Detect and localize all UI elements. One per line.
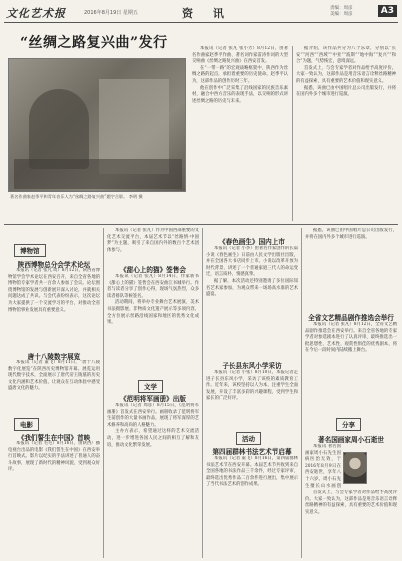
newspaper-logo: 文化艺术报 — [6, 7, 66, 20]
section-divider — [4, 224, 398, 225]
article-body — [206, 246, 298, 356]
paragraph: 主办方表示，希望通过这样的艺术交流活动，进一步增进各国人民之间的相互了解和友谊，推动文化繁荣发展。 — [107, 429, 199, 448]
photo-caption: 著名作曲家赵季平和青年音乐人为“丝绸之路复兴曲”题字合影。 李明 摄 — [10, 194, 143, 199]
article-body — [305, 490, 397, 557]
column-divider — [103, 228, 104, 558]
column-divider — [292, 46, 293, 221]
article-body — [206, 456, 298, 557]
article-title: 《范明将军画册》出版 — [120, 395, 186, 403]
editor-line: 责编：周彦 — [330, 6, 353, 11]
paragraph: 据悉，该曲已由中国唱片总公司出版发行，并将在国内外多个城市进行巡演。 — [296, 85, 396, 98]
paragraph: 本报讯（记者 张凡 张小芳）8月12日，由著名作曲家赵季平作曲、著名词作家雷涛作词的大型交响曲《丝绸之路复兴曲》在西安首发。 — [192, 46, 288, 65]
designer-line: 美编：周彦 — [330, 12, 353, 17]
paragraph: 本报讯（记者 张凡）作为中国西部重要的文化艺术交流平台，本届艺术节以“丝路情·中国梦”为主题，吸引了来自国内外的数百个艺术团体参与。 — [107, 228, 199, 253]
article-body — [8, 441, 100, 557]
lead-article-col2 — [296, 46, 396, 221]
article-body — [305, 322, 397, 414]
paragraph: 据悉，该曲已由中国唱片总公司出版发行，并将在国内外多个城市进行巡演。 — [305, 228, 397, 240]
paragraph: 本报讯（记者 张凡）8月12日，全省文艺精品剧作推选会在西安举行。来自全省各地的专家学者对参选剧本进行了认真评审，最终推选出一批思想性、艺术性、观赏性俱佳的优秀剧本，将在今后一段时间内陆续搬上舞台。 — [305, 322, 397, 354]
section-label-movie: 电影 — [14, 418, 39, 431]
masthead — [4, 3, 398, 23]
column-divider — [301, 228, 302, 558]
paragraph: 他在创作中广泛采集了沿线国家的民族音乐素材，融合中西方音乐的表现手法，以交响的形式讲述丝绸之路的历史与未来。 — [192, 85, 288, 104]
article-title: 著名国画家周小石逝世 — [318, 436, 384, 444]
article-body-narrow — [305, 444, 341, 488]
article-body — [8, 268, 100, 350]
issue-date: 2016年8月19日 星期五 — [84, 10, 138, 16]
paragraph: 据介绍，该作品共分为八个乐章，分别以“长安”“河西”“西域”“中亚”“波斯”“地中海”“复兴”“和合”为题，气势恢宏，意境深远。 — [296, 46, 396, 65]
article-body — [107, 274, 199, 374]
paragraph: 本报讯（记者 毛毛）8月16日，由陕西广播电视台出品的电影《我们誓生在中国》在西安举行首映式。影片以纪实的手法讲述了普通人的奋斗故事，展现了新时代的精神风貌，受到观众好评。 — [8, 441, 100, 473]
paragraph: 本报讯（记者 董飞）8月16日，第四届群林书法艺术节在西安开幕。本届艺术节共收到来自全国各地的书法作品三千余件，经过专家评审，最终选出优秀作品二百余件进行展出，集中展示了当代书法艺术的创作成果。 — [206, 456, 298, 488]
article-title: 子长县东风小学采访 — [222, 362, 282, 370]
paragraph: 本报讯（记者 周彦）8月15日，《范明将军画册》首发式在西安举行。画册收录了范明将军生前创作的大量书画作品，展现了将军深厚的艺术修养和高尚的人格魅力。 — [107, 403, 199, 428]
article-body — [107, 228, 199, 258]
article-title: 《甜心上的猫》签售会 — [120, 266, 186, 274]
article-body — [206, 370, 298, 428]
article-title: 第四届群林书法艺术节启幕 — [212, 448, 292, 456]
paragraph: 在“一带一路”的宏观战略框架中，陕西作为丝绸之路的起点，承担着重要的历史使命。赵季平认为，这部作品的创作历时三年。 — [192, 65, 288, 84]
editor-credits — [330, 6, 353, 18]
section-label-literature: 文学 — [138, 380, 163, 393]
paragraph: 本报讯（记者 张凡 周）8月12日，陕西省博物馆学会学术论坛在西安召开，来自全省各地的博物馆专家学者共一百余人参加了会议。论坛围绕博物馆的发展与创新展开深入讨论，并就相关问题达成了共识。与会代表纷纷表示，这次论坛为大家提供了一个交流学习的平台，对推动全省博物馆事业发展具有重要意义。 — [8, 268, 100, 313]
article-title: 陕西博物总分会学术论坛 — [17, 261, 91, 269]
section-title: 资 讯 — [182, 7, 232, 20]
page-number: A3 — [378, 5, 397, 17]
article-title: 全省文艺精品剧作推选会举行 — [308, 314, 394, 322]
article-body — [8, 360, 100, 412]
paragraph: 首发式上，与会专家学者对作品给予高度评价。大家一致认为，这部作品是用音乐语言诠释丝路精神的有益探索，具有重要的艺术价值和现实意义。 — [296, 65, 396, 84]
column-divider — [202, 228, 203, 558]
paragraph: 活动期间，将举办专业舞台艺术展演、美术书法摄影展、非物质文化遗产展示等多项内容，全方位展示丝路沿线国家和地区的优秀文化成果。 — [107, 300, 199, 326]
photo-table — [14, 159, 182, 189]
section-label-activity: 活动 — [236, 432, 261, 445]
paragraph: 本报讯 著名国画家周小石先生因病医治无效，于2016年8月9日在西安逝世，享年八十六岁。周小石先生擅长山水画创 — [305, 444, 341, 488]
paragraph: 本报讯（记者 董飞）8月11日，“唐十八陵数字化展览”在陕西历史博物馆开幕。展览运用现代数字技术，全面展示了唐代帝王陵墓的历史文化内涵和艺术价值，让观众在互动体验中感受盛唐文化的魅力。 — [8, 360, 100, 392]
portrait-photo — [343, 452, 367, 484]
article-body — [107, 403, 199, 557]
main-headline: “丝绸之路复兴曲”发行 — [20, 35, 168, 51]
lead-article-col1 — [192, 46, 288, 221]
paragraph: 首发式上，与会专家学者对作品给予高度评价。大家一致认为，这部作品是用音乐语言诠释丝路精神的有益探索，具有重要的艺术价值和现实意义。 — [305, 490, 397, 515]
paragraph: 据了解，本次活动还特别邀请了多位国际知名艺术家参加，为观众带来一场场高水准的艺术盛宴。 — [206, 278, 298, 298]
section-label-museum: 博物馆 — [14, 244, 46, 257]
article-title: 《春色画生》国内上市 — [219, 238, 285, 246]
article-body — [305, 228, 397, 258]
paragraph: 本报讯（记者 小李）由著名作家创作的长篇小说《春色画生》日前由人民文学出版社出版，并在全国各大书店同步上市。小说以改革开放为时代背景，讲述了一个普通家庭三代人的命运变迁，语言质朴，情感真挚。 — [206, 246, 298, 278]
paragraph: 本报讯（记者 小张）8月10日，本报记者走进子长县东风小学，采访了该校的素质教育工作。近年来，该校坚持以人为本，注重学生全面发展，开设了丰富多彩的兴趣课程，受到学生和家长的广泛好评。 — [206, 370, 298, 402]
photo-figure — [29, 89, 89, 169]
article-title: 《我们誓生在中国》首映 — [17, 434, 91, 442]
article-title: 唐十八陵数字展览 — [27, 353, 81, 361]
lead-photo — [8, 58, 186, 192]
section-label-share: 分享 — [336, 418, 361, 431]
paragraph: 本报讯（记者 张凡）8月14日，作家新书《甜心上的猫》签售会在西安曲江书城举行。作者与读者分享了创作心得，现场气氛热烈，众多读者排队等候签名。 — [107, 274, 199, 299]
